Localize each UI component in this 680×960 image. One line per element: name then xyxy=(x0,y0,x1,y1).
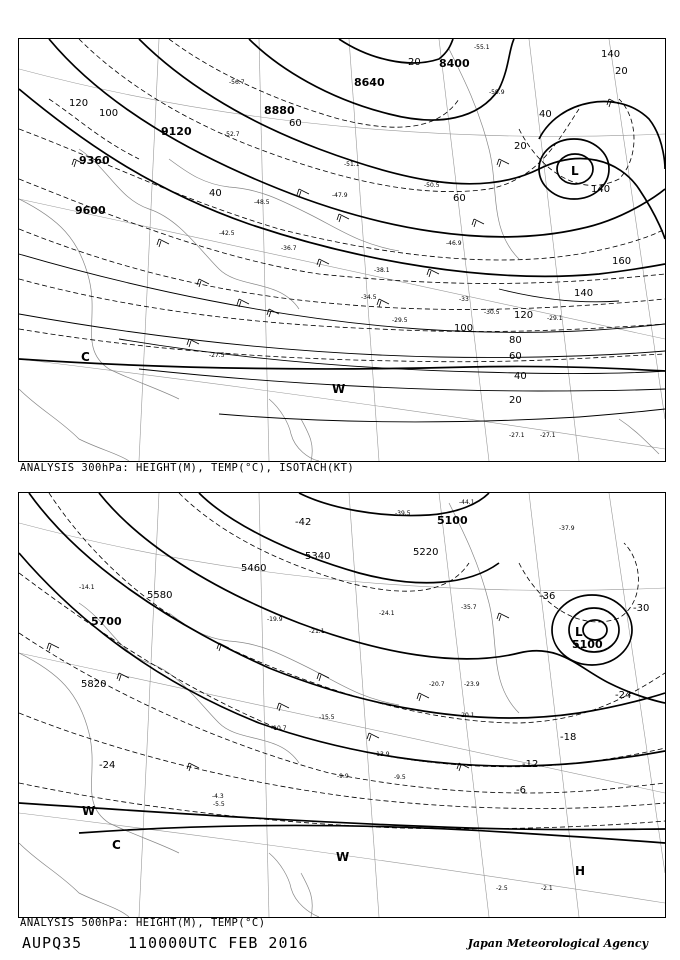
svg-text:-30.5: -30.5 xyxy=(484,309,500,316)
svg-text:-9.5: -9.5 xyxy=(394,774,406,781)
map-500hpa-svg xyxy=(19,493,665,917)
svg-text:-27.5: -27.5 xyxy=(209,352,225,359)
height-labels xyxy=(81,514,603,690)
svg-text:-23.9: -23.9 xyxy=(464,681,480,688)
low-pressure-symbol: L xyxy=(575,625,583,639)
svg-text:-33: -33 xyxy=(459,296,469,303)
svg-text:-10.7: -10.7 xyxy=(271,725,287,732)
high-pressure-symbol: H xyxy=(575,864,586,878)
svg-text:-56.7: -56.7 xyxy=(229,79,245,86)
svg-text:-5.5: -5.5 xyxy=(213,801,225,808)
cold-symbol: C xyxy=(112,838,121,852)
svg-text:9600: 9600 xyxy=(75,204,106,217)
svg-text:-24.1: -24.1 xyxy=(379,610,395,617)
caption-500hpa: ANALYSIS 500hPa: HEIGHT(M), TEMP(°C) xyxy=(20,917,266,929)
caption-300hpa: ANALYSIS 300hPa: HEIGHT(M), TEMP(°C), ISOTACH(KT) xyxy=(20,462,355,474)
low-pressure-symbol: L xyxy=(571,164,579,178)
svg-text:-36: -36 xyxy=(539,591,556,602)
svg-text:-29.5: -29.5 xyxy=(392,317,408,324)
svg-text:-6: -6 xyxy=(516,785,526,796)
svg-text:-29.1: -29.1 xyxy=(547,315,563,322)
valid-time: 110000UTC FEB 2016 xyxy=(128,934,309,952)
map-300hpa-svg xyxy=(19,39,665,461)
svg-text:-13.9: -13.9 xyxy=(374,751,390,758)
svg-text:-46.9: -46.9 xyxy=(446,240,462,247)
svg-text:-12: -12 xyxy=(522,759,539,770)
svg-text:-34.5: -34.5 xyxy=(361,294,377,301)
chart-code: AUPQ35 xyxy=(22,934,83,952)
svg-text:-9.9: -9.9 xyxy=(337,773,349,780)
warm-symbol: W xyxy=(336,850,350,864)
svg-text:-59.9: -59.9 xyxy=(489,89,505,96)
svg-text:-18: -18 xyxy=(560,732,577,743)
svg-text:140: 140 xyxy=(574,288,594,299)
svg-text:40: 40 xyxy=(209,188,222,199)
svg-text:20: 20 xyxy=(514,141,527,152)
agency-name: Japan Meteorological Agency xyxy=(467,937,648,950)
height-labels xyxy=(75,57,470,217)
isotach-labels xyxy=(454,288,593,406)
svg-text:-47.9: -47.9 xyxy=(332,192,348,199)
svg-text:40: 40 xyxy=(514,371,527,382)
svg-text:-48.5: -48.5 xyxy=(254,199,270,206)
svg-text:5100: 5100 xyxy=(437,514,468,527)
svg-text:-30: -30 xyxy=(633,603,650,614)
wind-barbs xyxy=(47,613,509,771)
svg-text:-51.1: -51.1 xyxy=(344,161,360,168)
svg-text:5700: 5700 xyxy=(91,615,122,628)
svg-text:-27.1: -27.1 xyxy=(540,432,556,439)
temp-contours xyxy=(19,39,665,362)
svg-text:5100: 5100 xyxy=(572,638,603,651)
svg-text:80: 80 xyxy=(509,335,522,346)
svg-text:-42.5: -42.5 xyxy=(219,230,235,237)
svg-text:5220: 5220 xyxy=(413,547,439,558)
svg-text:-27.1: -27.1 xyxy=(509,432,525,439)
svg-text:8640: 8640 xyxy=(354,76,385,89)
coastlines xyxy=(19,503,519,917)
svg-text:5460: 5460 xyxy=(241,563,267,574)
svg-text:-39.5: -39.5 xyxy=(395,510,411,517)
cold-symbol: C xyxy=(81,350,90,364)
svg-text:-2.5: -2.5 xyxy=(496,885,508,892)
svg-text:-37.9: -37.9 xyxy=(559,525,575,532)
svg-text:140: 140 xyxy=(601,49,621,60)
svg-text:20: 20 xyxy=(615,66,628,77)
svg-text:-2.1: -2.1 xyxy=(541,885,553,892)
svg-text:-42: -42 xyxy=(295,517,312,528)
svg-text:160: 160 xyxy=(612,256,632,267)
svg-text:20: 20 xyxy=(509,395,522,406)
analysis-500hpa-map xyxy=(18,492,666,918)
svg-text:8400: 8400 xyxy=(439,57,470,70)
svg-text:5340: 5340 xyxy=(305,551,331,562)
svg-text:8880: 8880 xyxy=(264,104,295,117)
svg-text:5820: 5820 xyxy=(81,679,107,690)
svg-text:9120: 9120 xyxy=(161,125,192,138)
height-contours xyxy=(19,493,665,843)
svg-text:9360: 9360 xyxy=(79,154,110,167)
svg-text:-14.1: -14.1 xyxy=(79,584,95,591)
svg-text:20: 20 xyxy=(408,57,421,68)
isotach-lines xyxy=(19,254,665,422)
svg-text:60: 60 xyxy=(509,351,522,362)
svg-text:-50.5: -50.5 xyxy=(424,182,440,189)
svg-text:100: 100 xyxy=(454,323,474,334)
svg-text:40: 40 xyxy=(539,109,552,120)
svg-text:-35.7: -35.7 xyxy=(461,604,477,611)
svg-text:-52.7: -52.7 xyxy=(224,131,240,138)
svg-text:120: 120 xyxy=(514,310,534,321)
svg-text:-15.5: -15.5 xyxy=(319,714,335,721)
svg-text:-24: -24 xyxy=(615,690,632,701)
svg-text:-21.1: -21.1 xyxy=(309,628,325,635)
svg-text:-19.9: -19.9 xyxy=(267,616,283,623)
svg-text:140: 140 xyxy=(591,184,611,195)
svg-text:-20.7: -20.7 xyxy=(429,681,445,688)
svg-text:-36.7: -36.7 xyxy=(281,245,297,252)
analysis-300hpa-map xyxy=(18,38,666,462)
svg-text:60: 60 xyxy=(453,193,466,204)
svg-text:120: 120 xyxy=(69,98,89,109)
svg-text:100: 100 xyxy=(99,108,119,119)
svg-text:-44.1: -44.1 xyxy=(459,499,475,506)
svg-text:5580: 5580 xyxy=(147,590,173,601)
svg-text:60: 60 xyxy=(289,118,302,129)
svg-text:-4.3: -4.3 xyxy=(212,793,224,800)
warm-symbol: W xyxy=(332,382,346,396)
svg-text:-24: -24 xyxy=(99,760,116,771)
svg-text:-38.1: -38.1 xyxy=(374,267,390,274)
svg-text:-55.1: -55.1 xyxy=(474,44,490,51)
temp-station-labels xyxy=(209,44,563,439)
warm-symbol-west: W xyxy=(82,804,96,818)
svg-text:-20.1: -20.1 xyxy=(459,712,475,719)
